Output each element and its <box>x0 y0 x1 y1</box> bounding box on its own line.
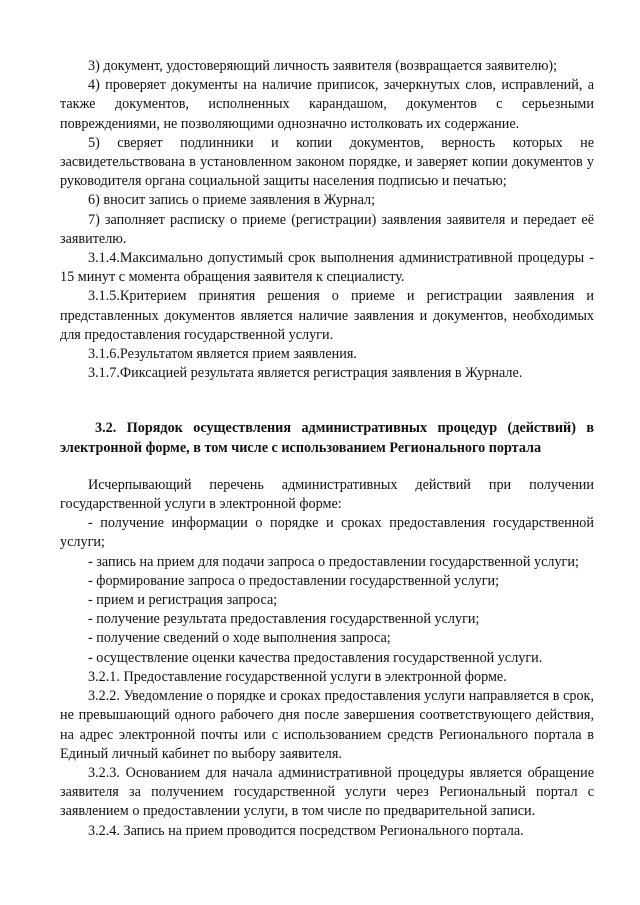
section-heading-3-2: 3.2. Порядок осуществления административных процедур (действий) в электронной форме, в том числе с использованием Регионального портала <box>60 420 594 456</box>
list-item-appointment: - запись на прием для подачи запроса о предоставлении государственной услуги; <box>88 553 579 570</box>
list-item-check-documents: 4) проверяет документы на наличие приписок, зачеркнутых слов, исправлений, а также документов, исполненных карандашом, документов с серьезными повреждениями, не позволяющими однозначно истолковать их содержание. <box>60 77 594 132</box>
list-item-verify-originals: 5) сверяет подлинники и копии документов, верность которых не засвидетельствована в установленном законом порядке, и заверяет копии документов у руководителя органа социальной защиты населения подписью и печатью; <box>60 134 594 190</box>
list-item-get-result: - получение результата предоставления государственной услуги; <box>88 611 480 628</box>
list-item-status-info: - получение сведений о ходе выполнения запроса; <box>88 630 391 647</box>
list-item-form-request: - формирование запроса о предоставлении государственной услуги; <box>88 572 500 589</box>
document-body <box>60 57 594 841</box>
clause-3-1-4: 3.1.4.Максимально допустимый срок выполнения административной процедуры - 15 минут с момента обращения заявителя к специалисту. <box>60 250 594 286</box>
clause-3-2-1: 3.2.1. Предоставление государственной услуги в электронной форме. <box>88 668 507 685</box>
clause-3-1-7: 3.1.7.Фиксацией результата является регистрация заявления в Журнале. <box>88 365 523 382</box>
clause-3-1-5: 3.1.5.Критерием принятия решения о приеме и регистрации заявления и представленных документов является наличие заявления и документов, необходимых для предоставления государственной услуги. <box>60 288 594 343</box>
paragraph-intro-list: Исчерпывающий перечень административных действий при получении государственной услуги в электронной форме: <box>60 476 594 513</box>
list-item-quality-assessment: - осуществление оценки качества предоставления государственной услуги. <box>88 649 543 666</box>
clause-3-2-4: 3.2.4. Запись на прием проводится посредством Регионального портала. <box>88 822 524 839</box>
list-item-register-request: - прием и регистрация запроса; <box>88 592 278 609</box>
spacer <box>60 458 594 476</box>
list-item-get-info: - получение информации о порядке и сроках предоставления государственной услуги; <box>60 515 594 551</box>
clause-3-2-2: 3.2.2. Уведомление о порядке и сроках предоставления услуги направляется в срок, не превышающий одного рабочего дня после завершения соответствующего действия, на адрес электронной почты или с использованием средств Регионального портала в Единый личный кабинет по выбору заявителя. <box>60 688 594 762</box>
list-item-journal-entry: 6) вносит запись о приеме заявления в Журнал; <box>88 192 376 209</box>
clause-3-2-3: 3.2.3. Основанием для начала административной процедуры является обращение заявителя за получением государственной услуги через Региональный портал с заявлением о предоставлении услуги, в том числе по предварительной записи. <box>60 764 594 820</box>
list-item-identity-document: 3) документ, удостоверяющий личность заявителя (возвращается заявителю); <box>88 58 558 74</box>
list-item-receipt: 7) заполняет расписку о приеме (регистрации) заявления заявителя и передает её заявителю. <box>60 211 594 247</box>
spacer <box>60 383 594 419</box>
clause-3-1-6: 3.1.6.Результатом является прием заявления. <box>88 346 357 363</box>
